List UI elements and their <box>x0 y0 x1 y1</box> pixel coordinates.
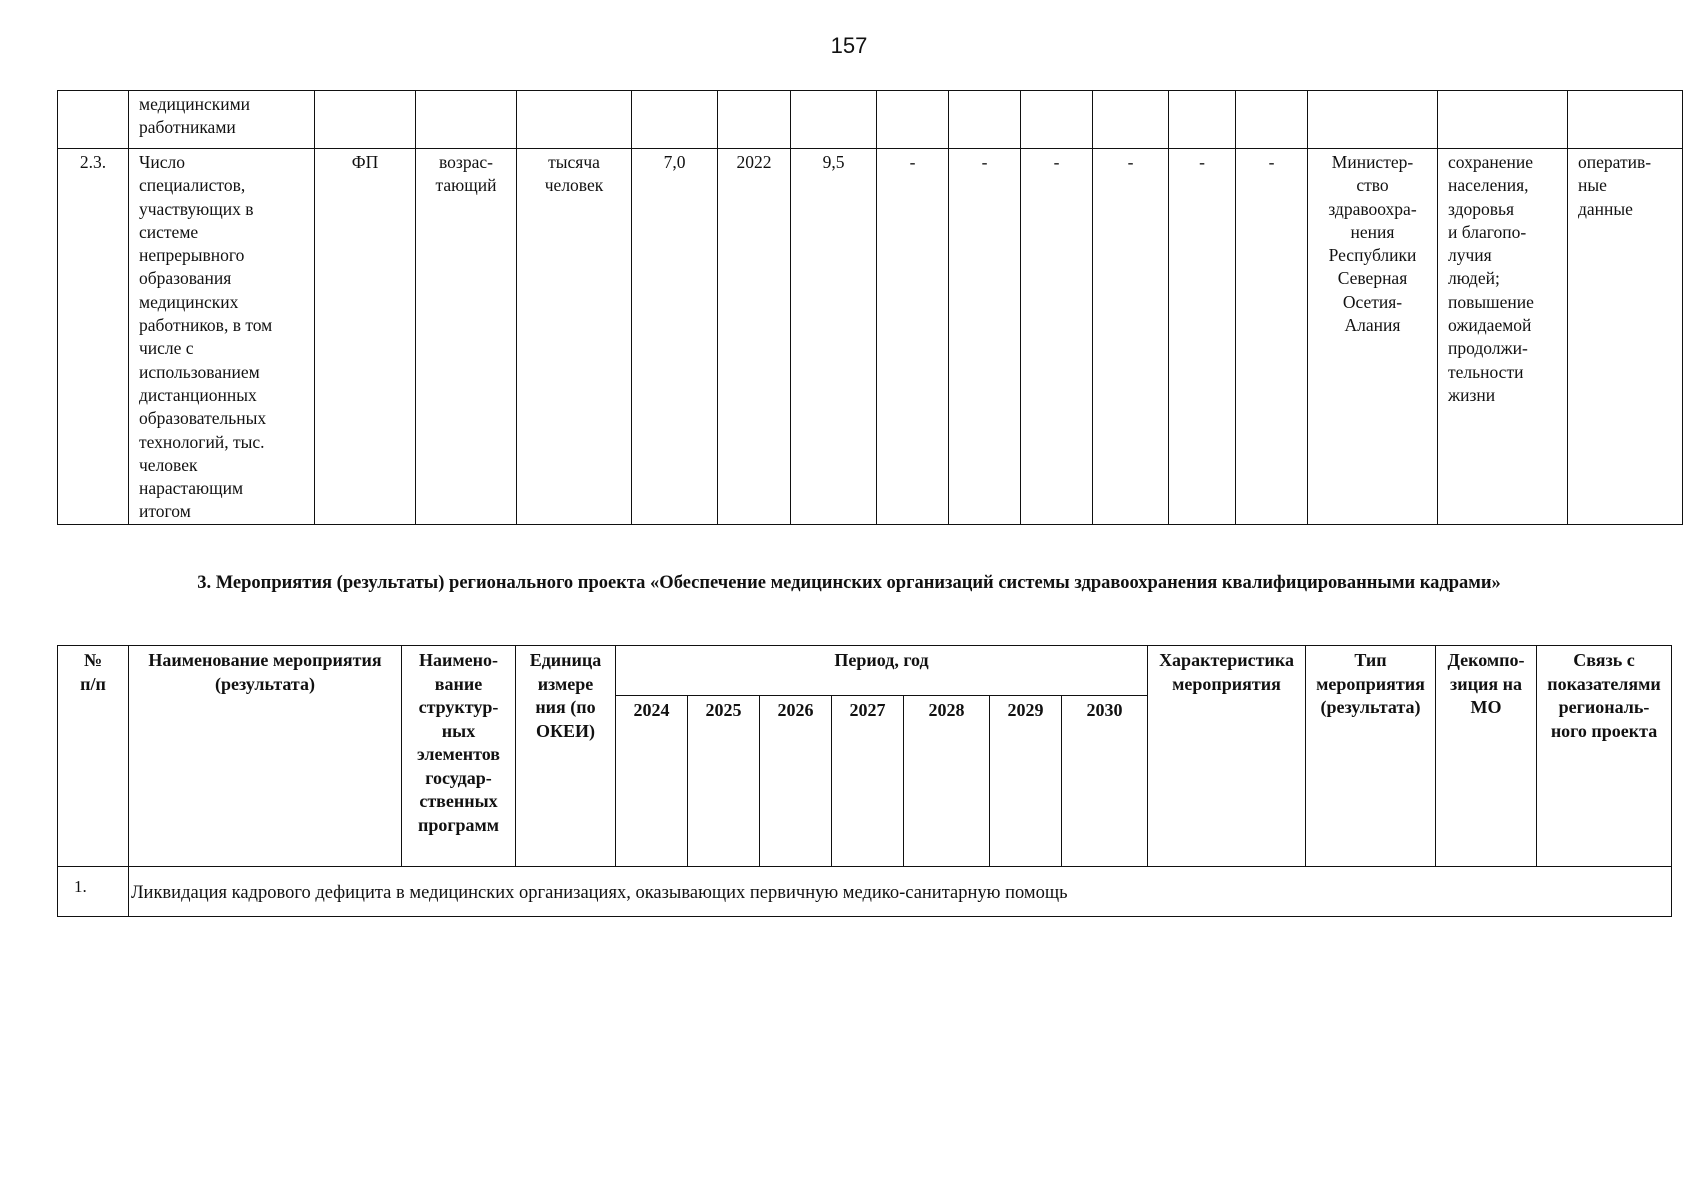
value-2029: - <box>1169 149 1236 525</box>
header-unit: Единица измере ния (по ОКЕИ) <box>516 646 616 867</box>
indicator-unit: тысяча человек <box>517 149 632 525</box>
responsible: Министер- ство здравоохра- нения Республики Северная Осетия- Алания <box>1308 149 1438 525</box>
page-number: 157 <box>830 33 868 58</box>
value-2030: - <box>1236 149 1308 525</box>
task-title: Ликвидация кадрового дефицита в медицинских организациях, оказывающих первичную медико-санитарную помощь <box>129 867 1672 917</box>
goal-link: сохранение населения, здоровья и благопо- лучия людей; повышение ожидаемой продолжи- тельности жизни <box>1438 149 1568 525</box>
base-year: 2022 <box>718 149 791 525</box>
header-year-2028: 2028 <box>904 696 990 867</box>
prev-row-name-tail: медицинскими работниками <box>129 91 315 149</box>
base-value: 7,0 <box>632 149 718 525</box>
header-year-2029: 2029 <box>990 696 1062 867</box>
measures-table <box>57 645 1672 917</box>
table-row <box>58 149 1683 525</box>
value-2028: - <box>1093 149 1169 525</box>
indicator-name: Число специалистов, участвующих в системе непрерывного образования медицинских работников, в том числе с использованием дистанционных образовательных технологий, тыс. человек нарастающим итогом <box>129 149 315 525</box>
header-year-2030: 2030 <box>1062 696 1148 867</box>
header-year-2024: 2024 <box>616 696 688 867</box>
header-type: Тип мероприятия (результата) <box>1306 646 1436 867</box>
header-year-2027: 2027 <box>832 696 904 867</box>
value-2025: - <box>877 149 949 525</box>
header-decomposition: Декомпо- зиция на МО <box>1436 646 1537 867</box>
value-2024: 9,5 <box>791 149 877 525</box>
header-year-2026: 2026 <box>760 696 832 867</box>
value-2027: - <box>1021 149 1093 525</box>
indicators-table <box>57 90 1683 525</box>
header-name: Наименование мероприятия (результата) <box>129 646 402 867</box>
indicator-level: ФП <box>315 149 416 525</box>
row-number: 1. <box>58 867 129 917</box>
header-link-indicators: Связь с показателями региональ- ного проекта <box>1537 646 1672 867</box>
table-row <box>58 867 1672 917</box>
value-2026: - <box>949 149 1021 525</box>
header-row-1 <box>58 646 1672 696</box>
row-number: 2.3. <box>58 149 129 525</box>
indicator-direction: возрас- тающий <box>416 149 517 525</box>
header-struct-elements: Наимено- вание структур- ных элементов государ- ственных программ <box>402 646 516 867</box>
header-year-2025: 2025 <box>688 696 760 867</box>
header-period: Период, год <box>616 646 1148 696</box>
header-num: № п/п <box>58 646 129 867</box>
section-title: 3. Мероприятия (результаты) регионального проекта «Обеспечение медицинских организаций системы здравоохранения квалифицированными кадрами» <box>197 573 1501 593</box>
header-characteristic: Характеристика мероприятия <box>1148 646 1306 867</box>
info-system: оператив- ные данные <box>1568 149 1683 525</box>
table-row-continuation <box>58 91 1683 149</box>
